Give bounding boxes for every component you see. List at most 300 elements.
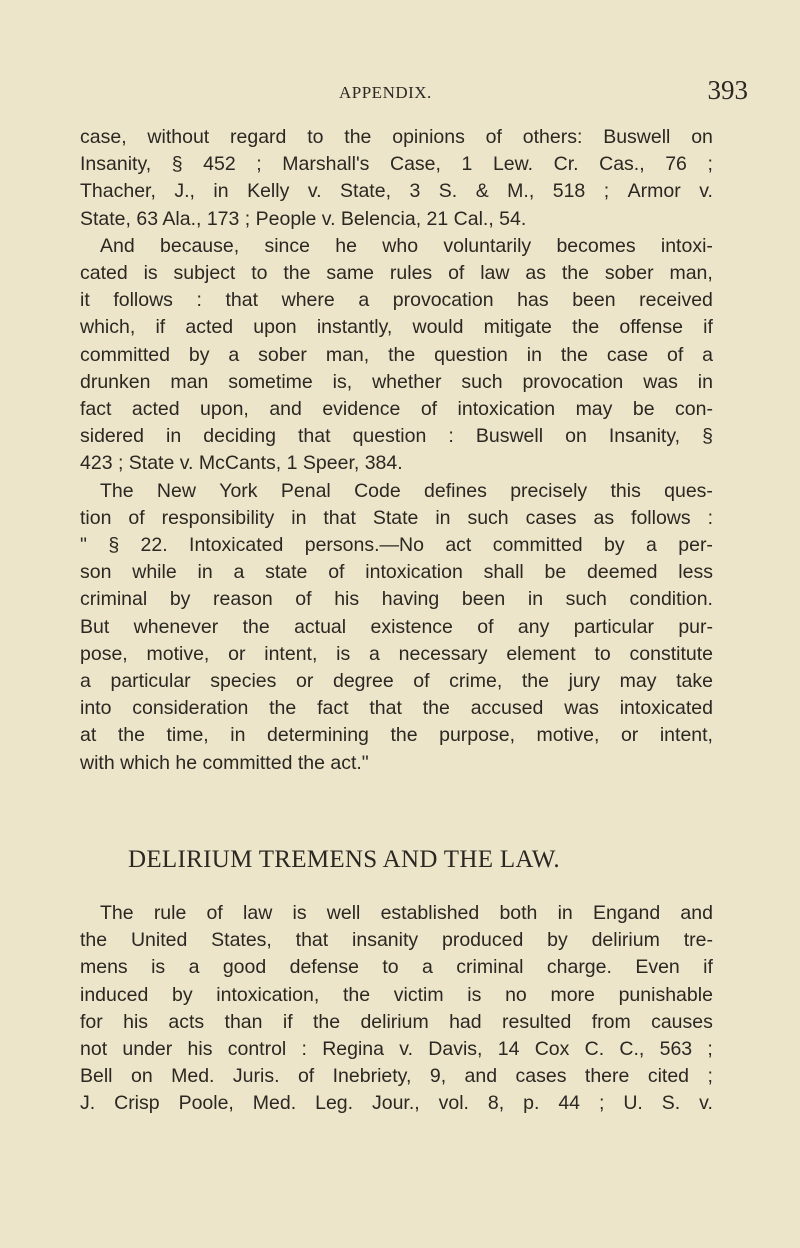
word: fact	[317, 697, 349, 720]
word: on	[565, 425, 587, 448]
word: where	[281, 289, 335, 312]
word: responsibility	[161, 506, 275, 529]
word: York	[219, 479, 258, 502]
word: a	[228, 343, 240, 366]
word: the	[312, 1010, 341, 1033]
text-line	[80, 1090, 713, 1117]
word: or	[620, 724, 639, 747]
word: by	[169, 588, 191, 611]
word: delirium	[360, 1010, 429, 1033]
word: :	[448, 425, 454, 448]
word: not	[80, 1038, 108, 1061]
word: rule	[153, 902, 187, 924]
word: cases	[525, 506, 577, 529]
word: tre-	[683, 929, 713, 952]
word: ques-	[664, 479, 713, 502]
word: in	[557, 902, 573, 924]
word: punishable	[618, 983, 713, 1006]
word: necessary	[398, 642, 488, 665]
word: upon	[253, 316, 297, 339]
word: Med.	[252, 1092, 297, 1115]
word: But	[80, 615, 110, 638]
word: Jour.,	[371, 1092, 420, 1115]
word: if	[703, 316, 713, 339]
word: Bell	[80, 1065, 113, 1088]
word: charge.	[546, 956, 612, 979]
word: C.,	[619, 1038, 645, 1061]
word: cited	[647, 1065, 690, 1088]
word: by	[172, 983, 193, 1006]
word: this	[610, 479, 641, 502]
word: to	[307, 126, 324, 148]
text-line	[80, 695, 713, 722]
word: he	[335, 234, 357, 257]
word: criminal	[456, 956, 524, 979]
word: Penal	[280, 479, 331, 502]
word: ;	[707, 153, 713, 176]
word: case	[606, 343, 649, 366]
word: actual	[294, 615, 347, 638]
word: ;	[707, 1038, 713, 1061]
word: v.	[399, 1038, 413, 1061]
word: Armor	[627, 180, 681, 203]
word: and	[269, 398, 302, 421]
word: may	[575, 398, 613, 421]
word: of	[413, 670, 430, 693]
word: particular	[573, 615, 654, 638]
word: offense	[619, 316, 683, 339]
word: that	[295, 929, 329, 952]
word: been	[572, 289, 616, 312]
text-line	[80, 423, 713, 450]
word: victim	[393, 983, 444, 1006]
word: as	[593, 506, 615, 529]
word: And	[100, 234, 135, 257]
word: defines	[424, 479, 487, 502]
word: the	[269, 697, 297, 720]
word: condition.	[629, 588, 713, 611]
word: a	[702, 343, 713, 366]
word: law	[480, 262, 510, 285]
word: of	[297, 1065, 315, 1088]
word: well	[326, 902, 361, 924]
word: :	[301, 1038, 307, 1061]
word: Cox	[534, 1038, 570, 1061]
word: of	[128, 506, 145, 529]
word: causes	[651, 1010, 713, 1033]
word: Poole,	[178, 1092, 234, 1115]
paragraph	[80, 478, 713, 777]
word: acts	[168, 1010, 205, 1033]
word: in	[197, 561, 213, 584]
word: ;	[707, 1065, 713, 1088]
text-line	[80, 478, 713, 505]
word: which,	[80, 316, 136, 339]
word: a	[422, 956, 433, 979]
word: his	[123, 1010, 149, 1033]
word: to	[594, 642, 611, 665]
word: to	[251, 262, 268, 285]
word: drunken	[80, 370, 151, 393]
text-line: with which he committed the act."	[80, 751, 369, 774]
text-line	[80, 505, 713, 532]
text-line: State, 63 Ala., 173 ; People v. Belencia, 21 Cal., 54.	[80, 207, 527, 230]
word: State,	[340, 180, 391, 203]
word: under	[122, 1038, 173, 1061]
word: by	[547, 929, 568, 952]
word: in	[291, 506, 307, 529]
word: without	[147, 126, 210, 148]
word: the	[388, 343, 416, 366]
word: received	[639, 289, 713, 312]
word: the	[422, 697, 450, 720]
word: sober	[258, 343, 307, 366]
word: in	[526, 343, 542, 366]
word: element	[506, 642, 576, 665]
word: Leg.	[315, 1092, 354, 1115]
word: it	[80, 289, 90, 312]
word: becomes	[556, 234, 636, 257]
word: motive,	[536, 724, 600, 747]
word: Thacher,	[80, 180, 156, 203]
word: intoxication	[457, 398, 556, 421]
word: degree	[332, 670, 394, 693]
word: sometime	[228, 370, 313, 393]
word: of	[420, 398, 438, 421]
word: of	[328, 561, 345, 584]
word: cases	[515, 1065, 567, 1088]
word: state	[265, 561, 308, 584]
word: regard	[230, 126, 287, 148]
word: that	[323, 506, 356, 529]
word: J.	[80, 1092, 96, 1115]
word: insanity	[352, 929, 419, 952]
word: and	[464, 1065, 498, 1088]
word: v.	[699, 1092, 713, 1115]
section-title: DELIRIUM TREMENS AND THE LAW.	[128, 846, 560, 873]
word: by	[604, 534, 625, 557]
word: a	[358, 289, 370, 312]
word: §	[108, 534, 120, 557]
word: State	[372, 506, 419, 529]
word: constitute	[629, 642, 713, 665]
word: in	[213, 180, 229, 203]
word: 22.	[140, 534, 168, 557]
word: sidered	[80, 425, 144, 448]
word: in	[435, 506, 451, 529]
text-line	[80, 396, 713, 423]
word: as	[525, 262, 546, 285]
word: case,	[80, 126, 127, 148]
word: upon,	[200, 398, 249, 421]
word: while	[132, 561, 177, 584]
word: whenever	[133, 615, 219, 638]
word: of	[485, 126, 502, 148]
word: be	[632, 398, 655, 421]
word: delirium	[591, 929, 660, 952]
word: was	[643, 370, 678, 393]
word: Davis,	[428, 1038, 483, 1061]
word: the	[390, 724, 418, 747]
word: in	[527, 588, 544, 611]
word: be	[544, 561, 567, 584]
word: time,	[166, 724, 209, 747]
word: the	[521, 670, 549, 693]
running-title: APPENDIX.	[339, 83, 432, 102]
word: less	[678, 561, 713, 584]
word: Med.	[171, 1065, 215, 1088]
word: fact	[80, 398, 112, 421]
word: act	[445, 534, 472, 557]
word: accused	[470, 697, 544, 720]
body-text-upper	[80, 124, 713, 777]
word: to	[382, 956, 399, 979]
word: such	[467, 506, 509, 529]
text-line	[80, 927, 713, 954]
word: such	[461, 370, 503, 393]
word: of	[448, 262, 465, 285]
word: on	[691, 126, 713, 148]
page-number: 393	[707, 75, 748, 105]
word: Lew.	[492, 153, 534, 176]
word: intoxication,	[216, 983, 320, 1006]
word: 518	[552, 180, 586, 203]
word: induced	[80, 983, 149, 1006]
word: Crisp	[114, 1092, 160, 1115]
word: intent,	[264, 642, 318, 665]
word: man	[170, 370, 209, 393]
word: Cas.,	[599, 153, 645, 176]
text-line	[80, 586, 713, 613]
word: Insanity,	[80, 153, 152, 176]
word: Intoxicated	[189, 534, 284, 557]
word: voluntarily	[443, 234, 532, 257]
word: particular	[110, 670, 191, 693]
word: Code	[354, 479, 401, 502]
word: for	[80, 1010, 103, 1033]
word: subject	[173, 262, 236, 285]
word: at	[80, 724, 97, 747]
word: such	[565, 588, 607, 611]
word: if	[703, 956, 713, 979]
word: defense	[289, 956, 359, 979]
word: of	[206, 902, 223, 924]
word: cated	[80, 262, 128, 285]
text-line	[80, 260, 713, 287]
word: the	[117, 724, 145, 747]
word: whether	[372, 370, 442, 393]
text-line	[80, 369, 713, 396]
body-text-lower	[80, 900, 713, 1118]
word: same	[326, 262, 375, 285]
word: v.	[699, 180, 713, 203]
word: :	[196, 289, 202, 312]
page-header	[339, 75, 748, 119]
word: the	[342, 983, 371, 1006]
word: C.	[584, 1038, 605, 1061]
text-line	[80, 954, 713, 981]
text-line	[80, 722, 713, 749]
word: §	[171, 153, 183, 176]
word: precisely	[510, 479, 588, 502]
word: of	[666, 343, 684, 366]
word: Regina	[322, 1038, 384, 1061]
text-line	[80, 982, 713, 1009]
word: evidence	[322, 398, 401, 421]
word: man,	[325, 343, 370, 366]
word: v.	[307, 180, 322, 203]
text-line	[80, 151, 713, 178]
word: shall	[483, 561, 524, 584]
word: 44	[558, 1092, 581, 1115]
word: per-	[678, 534, 713, 557]
word: 3	[409, 180, 421, 203]
word: follows	[113, 289, 173, 312]
word: 563	[659, 1038, 693, 1061]
word: §	[702, 425, 713, 448]
word: ;	[603, 180, 610, 203]
word: his	[187, 1038, 213, 1061]
word: the	[560, 343, 588, 366]
word: S.	[438, 180, 458, 203]
word: intent,	[659, 724, 713, 747]
word: committed	[492, 534, 583, 557]
word: Engand	[592, 902, 661, 924]
word: by	[188, 343, 210, 366]
word: a	[80, 670, 91, 693]
word: is	[143, 262, 158, 285]
word: deciding	[203, 425, 276, 448]
word: a	[233, 561, 245, 584]
word: any	[517, 615, 550, 638]
word: mitigate	[483, 316, 552, 339]
word: consideration	[132, 697, 249, 720]
word: others:	[522, 126, 583, 148]
word: criminal	[80, 588, 148, 611]
text-line	[80, 900, 713, 927]
word: Cr.	[553, 153, 579, 176]
word: species	[210, 670, 277, 693]
word: :	[707, 506, 713, 529]
text-line	[80, 1063, 713, 1090]
word: acted	[131, 398, 180, 421]
word: if	[282, 1010, 293, 1033]
word: is	[151, 956, 166, 979]
word: than	[224, 1010, 263, 1033]
word: jury	[568, 670, 601, 693]
word: ;	[598, 1092, 605, 1115]
word: is,	[332, 370, 353, 393]
paragraph	[80, 900, 713, 1118]
word: instantly,	[316, 316, 393, 339]
word: ;	[256, 153, 262, 176]
word: since	[264, 234, 310, 257]
word: has	[517, 289, 549, 312]
word: the	[283, 262, 311, 285]
word: 1	[461, 153, 473, 176]
word: his	[334, 588, 360, 611]
word: man,	[669, 262, 713, 285]
text-line	[80, 668, 713, 695]
word: provocation	[522, 370, 624, 393]
word: is	[467, 983, 482, 1006]
word: provocation	[392, 289, 494, 312]
text-line: 423 ; State v. McCants, 1 Speer, 384.	[80, 452, 403, 475]
word: motive,	[146, 642, 210, 665]
word: Inebriety,	[332, 1065, 412, 1088]
word: J.,	[174, 180, 195, 203]
word: determining	[267, 724, 369, 747]
word: intoxicated	[619, 697, 713, 720]
word: pur-	[678, 615, 713, 638]
word: M.,	[507, 180, 535, 203]
text-line	[80, 233, 713, 260]
word: reason	[213, 588, 273, 611]
word: Case,	[390, 153, 441, 176]
text-line	[80, 614, 713, 641]
word: New	[156, 479, 196, 502]
word: acted	[185, 316, 234, 339]
word: con-	[675, 398, 713, 421]
word: &	[475, 180, 489, 203]
text-line	[80, 1009, 713, 1036]
word: established	[380, 902, 480, 924]
word: 452	[203, 153, 236, 176]
word: would	[412, 316, 464, 339]
text-line	[80, 532, 713, 559]
word: more	[550, 983, 595, 1006]
word: take	[676, 670, 713, 693]
word: 76	[665, 153, 687, 176]
word: that	[297, 425, 331, 448]
word: Kelly	[247, 180, 290, 203]
word: on	[130, 1065, 153, 1088]
word: the	[344, 126, 372, 148]
word: law	[243, 902, 273, 924]
word: control	[227, 1038, 287, 1061]
word: 9,	[429, 1065, 447, 1088]
word: existence	[370, 615, 453, 638]
word: Juris.	[232, 1065, 280, 1088]
word: Even	[635, 956, 680, 979]
text-line	[80, 178, 713, 205]
word: The	[100, 479, 134, 502]
word: in	[230, 724, 246, 747]
word: intoxi-	[660, 234, 713, 257]
word: question	[434, 343, 508, 366]
word: the	[242, 615, 270, 638]
word: committed	[80, 343, 170, 366]
word: tion	[80, 506, 112, 529]
word: 8,	[487, 1092, 505, 1115]
word: because,	[160, 234, 240, 257]
text-line	[80, 641, 713, 668]
word: son	[80, 561, 112, 584]
text-line	[80, 342, 713, 369]
word: Buswell	[475, 425, 544, 448]
word: been	[461, 588, 506, 611]
word: and	[680, 902, 713, 924]
word: vol.	[438, 1092, 469, 1115]
word: U.	[623, 1092, 643, 1115]
word: no	[505, 983, 527, 1006]
word: United	[130, 929, 188, 952]
word: the	[80, 929, 108, 952]
word: mens	[80, 956, 128, 979]
word: produced	[441, 929, 524, 952]
word: is	[292, 902, 307, 924]
text-line	[80, 1036, 713, 1063]
